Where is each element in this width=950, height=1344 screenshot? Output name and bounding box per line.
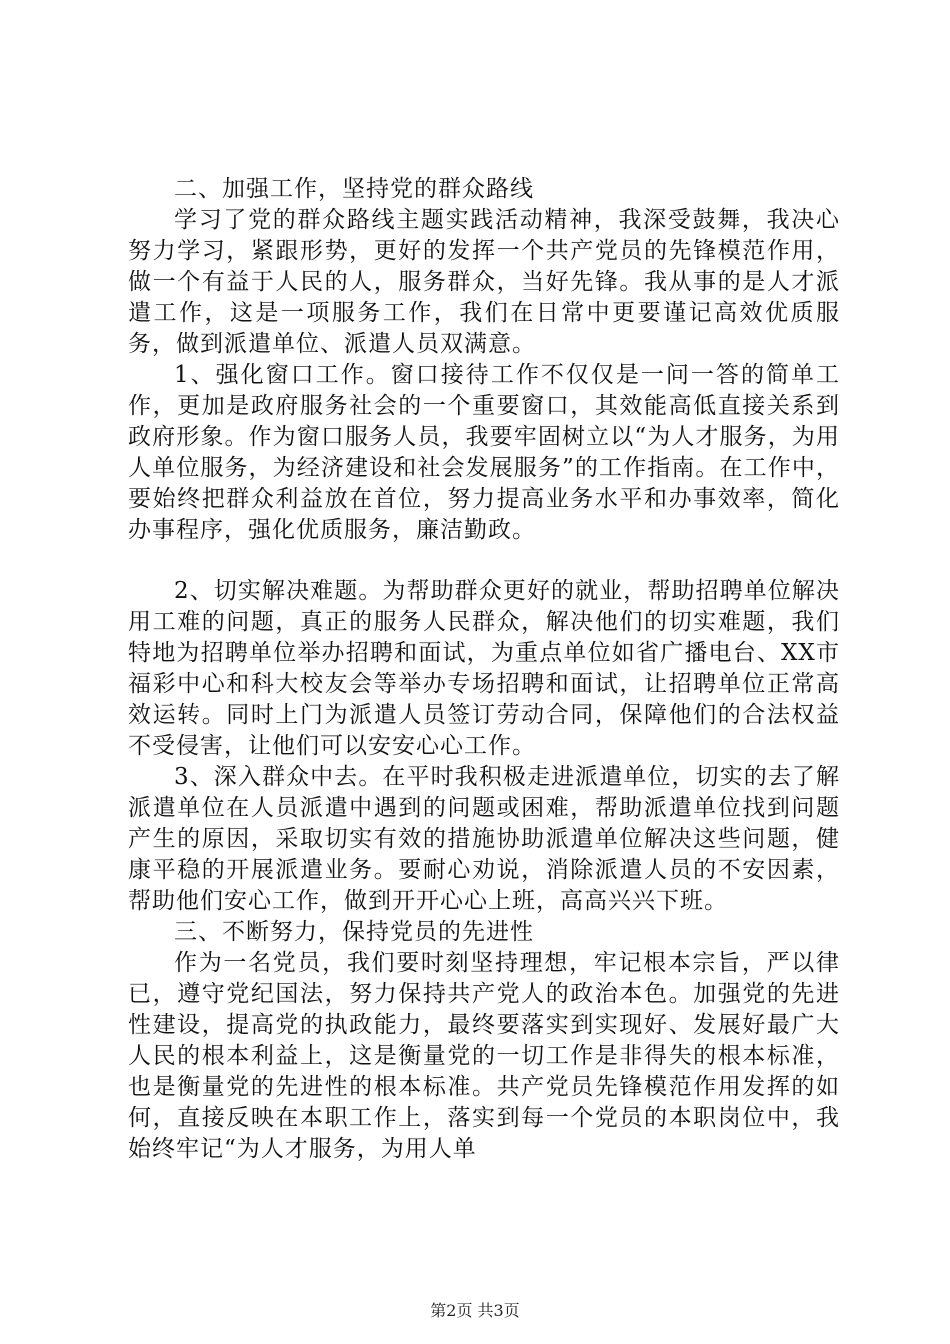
page-number-footer: 第2页 共3页 — [430, 1301, 520, 1320]
section-heading-3: 三、不断努力，保持党员的先进性 — [174, 919, 534, 945]
paragraph-item-3: 3、深入群众中去。在平时我积极走进派遣单位，切实的去了解派遣单位在人员派遣中遇到的问题或困难，帮助派遣单位找到问题产生的原因，采取切实有效的措施协助派遣单位解决这些问题，健康平稳的开展派遣业务。要耐心劝说，消除派遣人员的不安因素，帮助他们安心工作，做到开开心心上班，高高兴兴下班。 — [128, 764, 840, 914]
section-heading-2: 二、加强工作，坚持党的群众路线 — [174, 176, 534, 202]
paragraph-closing: 作为一名党员，我们要时刻坚持理想，牢记根本宗旨，严以律已，遵守党纪国法，努力保持共产党人的政治本色。加强党的先进性建设，提高党的执政能力，最终要落实到实现好、发展好最广大人民的根本利益上，这是衡量党的一切工作是非得失的根本标准，也是衡量党的先进性的根本标准。共产党员先锋模范作用发挥的如何，直接反映在本职工作上，落实到每一个党员的本职岗位中，我始终牢记“为人才服务，为用人单 — [128, 950, 840, 1162]
paragraph-intro: 学习了党的群众路线主题实践活动精神，我深受鼓舞，我决心努力学习，紧跟形势，更好的发挥一个共产党员的先锋模范作用，做一个有益于人民的人，服务群众，当好先锋。我从事的是人才派遣工作，这是一项服务工作，我们在日常中更要谨记高效优质服务，做到派遣单位、派遣人员双满意。 — [128, 207, 840, 357]
document-body — [128, 174, 840, 1165]
paragraph-item-2: 2、切实解决难题。为帮助群众更好的就业，帮助招聘单位解决用工难的问题，真正的服务人民群众，解决他们的切实难题，我们特地为招聘单位举办招聘和面试，为重点单位如省广播电台、XX市福彩中心和科大校友会等举办专场招聘和面试，让招聘单位正常高效运转。同时上门为派遣人员签订劳动合同，保障他们的合法权益不受侵害，让他们可以安安心心工作。 — [128, 578, 840, 759]
paragraph-item-1: 1、强化窗口工作。窗口接待工作不仅仅是一问一答的简单工作，更加是政府服务社会的一个重要窗口，其效能高低直接关系到政府形象。作为窗口服务人员，我要牢固树立以“为人才服务，为用人单位服务，为经济建设和社会发展服务”的工作指南。在工作中，要始终把群众利益放在首位，努力提高业务水平和办事效率，简化办事程序，强化优质服务，廉洁勤政。 — [128, 362, 840, 543]
